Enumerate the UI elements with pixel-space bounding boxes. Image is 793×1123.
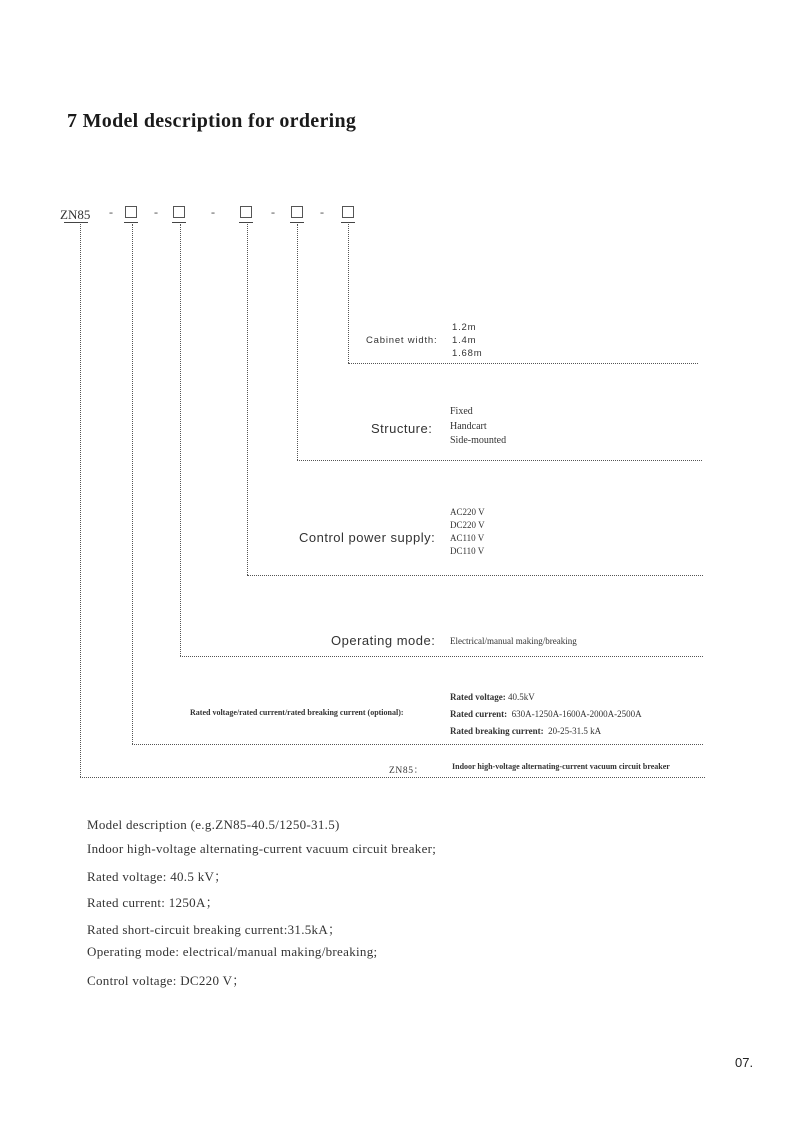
example-line: Rated current: 1250A； — [87, 895, 219, 910]
operating-mode-leader-vertical — [180, 224, 181, 656]
operating-mode-label: Operating mode: — [331, 633, 436, 648]
operating-mode-leader-horizontal — [180, 656, 703, 657]
separator: - — [109, 205, 113, 219]
example-line: Control voltage: DC220 V； — [87, 973, 246, 988]
control-power-value: DC220 V — [450, 520, 485, 530]
control-power-label: Control power supply: — [299, 530, 436, 545]
structure-label: Structure: — [371, 421, 433, 436]
model-prefix: ZN85 — [60, 207, 91, 222]
rated-breaking-row — [450, 723, 642, 740]
control-power-values — [450, 506, 485, 558]
cabinet-width-value: 1.2m — [452, 322, 477, 333]
ratings-leader-vertical — [132, 224, 133, 744]
structure-value: Side-mounted — [450, 435, 507, 446]
rated-voltage-value: 40.5kV — [508, 692, 535, 702]
ratings-leader-horizontal — [132, 744, 703, 745]
control-power-placeholder-box — [240, 206, 252, 218]
cabinet-width-value: 1.4m — [452, 335, 477, 346]
operating-mode-placeholder-box — [173, 206, 185, 218]
structure-leader-horizontal — [297, 460, 702, 461]
separator: - — [271, 205, 275, 219]
separator: - — [154, 205, 158, 219]
operating-mode-value: Electrical/manual making/breaking — [450, 636, 577, 646]
control-power-value: DC110 V — [450, 546, 485, 556]
rated-current-value: 630A-1250A-1600A-2000A-2500A — [511, 709, 642, 719]
product-value: Indoor high-voltage alternating-current vacuum circuit breaker — [452, 762, 670, 771]
control-power-leader-horizontal — [247, 575, 703, 576]
example-line: Rated short-circuit breaking current:31.5kA； — [87, 922, 342, 937]
example-line: Operating mode: electrical/manual making/breaking; — [87, 944, 378, 959]
structure-value: Handcart — [450, 420, 487, 432]
control-power-underline — [239, 222, 253, 223]
prefix-underline — [64, 222, 88, 223]
rated-voltage-row — [450, 689, 642, 706]
rated-current-row — [450, 706, 642, 723]
structure-leader-vertical — [297, 224, 298, 460]
cabinet-width-leader-horizontal — [348, 363, 698, 364]
cabinet-width-placeholder-box — [342, 206, 354, 218]
structure-values — [450, 405, 506, 449]
example-heading: Model description (e.g.ZN85-40.5/1250-31.5) — [87, 817, 340, 832]
ratings-label: Rated voltage/rated current/rated breaking current (optional): — [190, 708, 404, 717]
cabinet-width-label: Cabinet width: — [366, 335, 438, 346]
control-power-value: AC220 V — [450, 507, 485, 517]
cabinet-width-leader-vertical — [348, 224, 349, 363]
structure-placeholder-box — [291, 206, 303, 218]
product-label: ZN85： — [389, 766, 424, 776]
example-line: Indoor high-voltage alternating-current vacuum circuit breaker; — [87, 841, 437, 856]
control-power-value: AC110 V — [450, 533, 485, 543]
product-leader-vertical — [80, 224, 81, 777]
operating-mode-underline — [172, 222, 186, 223]
cabinet-width-underline — [341, 222, 355, 223]
structure-value: Fixed — [450, 406, 473, 417]
cabinet-width-value: 1.68m — [452, 348, 483, 359]
separator: - — [320, 205, 324, 219]
page-number: 07. — [735, 1055, 754, 1070]
example-line: Rated voltage: 40.5 kV； — [87, 869, 228, 884]
control-power-leader-vertical — [247, 224, 248, 575]
product-leader-horizontal — [80, 777, 705, 778]
ratings-placeholder-box — [125, 206, 137, 218]
structure-underline — [290, 222, 304, 223]
separator: - — [211, 205, 215, 219]
rated-voltage-label: Rated voltage: — [450, 692, 506, 702]
cabinet-width-values — [452, 321, 482, 360]
rated-breaking-label: Rated breaking current: — [450, 726, 544, 736]
rated-current-label: Rated current: — [450, 709, 508, 719]
ratings-underline — [124, 222, 138, 223]
ratings-values — [450, 689, 642, 740]
section-title: 7 Model description for ordering — [67, 110, 357, 132]
rated-breaking-value: 20-25-31.5 kA — [548, 726, 602, 736]
